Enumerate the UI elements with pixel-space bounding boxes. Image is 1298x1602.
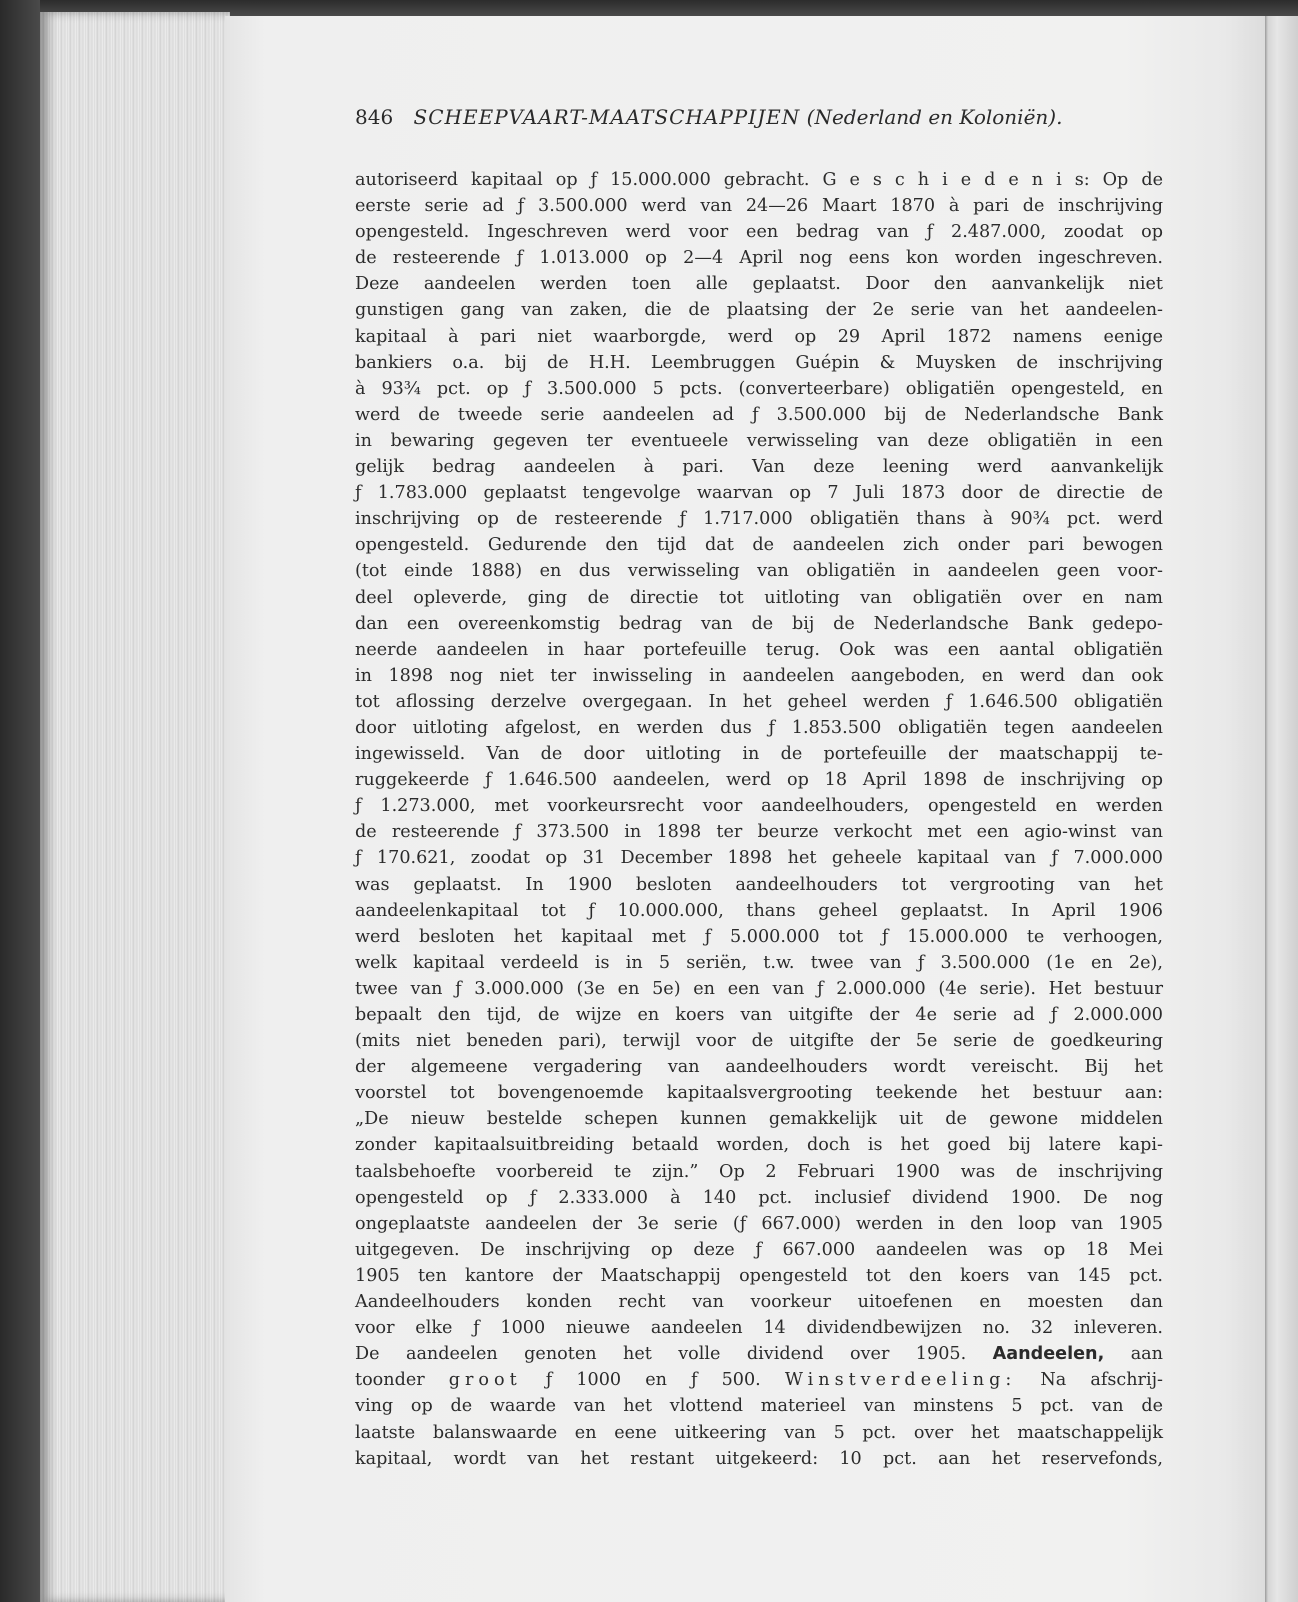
text-line: gunstigen gang van zaken, die de plaatsing der 2e serie van het aandeelen- [355, 300, 1163, 321]
text-line: uitgegeven. De inschrijving op deze ƒ 667.000 aandeelen was op 18 Mei [355, 1239, 1163, 1260]
text-line: 1905 ten kantore der Maatschappij opengesteld tot den koers van 145 pct. [355, 1265, 1163, 1286]
text-line: de resteerende ƒ 373.500 in 1898 ter beurze verkocht met een agio-winst van [355, 822, 1163, 843]
text-run: toonder [355, 1370, 449, 1391]
text-line: à 93¾ pct. op ƒ 3.500.000 5 pcts. (converteerbare) obligatiën opengesteld, en [355, 378, 1163, 399]
text-line [355, 1341, 1163, 1367]
text-line: werd besloten het kapitaal met ƒ 5.000.000 tot ƒ 15.000.000 te verhoogen, [355, 926, 1163, 947]
book-gutter [1265, 16, 1298, 1602]
text-line: taalsbehoefte voorbereid te zijn.” Op 2 Februari 1900 was de inschrijving [355, 1161, 1163, 1182]
page-stack-edges [40, 12, 230, 1602]
text-line: ƒ 1.273.000, met voorkeursrecht voor aandeelhouders, opengesteld en werden [355, 796, 1163, 817]
text-line: opengesteld. Ingeschreven werd voor een bedrag van ƒ 2.487.000, zoodat op [355, 222, 1163, 243]
text-line: twee van ƒ 3.000.000 (3e en 5e) en een van ƒ 2.000.000 (4e serie). Het bestuur [355, 978, 1163, 999]
text-line: gelijk bedrag aandeelen à pari. Van deze leening werd aanvankelijk [355, 457, 1163, 478]
text-line: zonder kapitaalsuitbreiding betaald worden, doch is het goed bij latere kapi- [355, 1135, 1163, 1156]
text-line: Deze aandeelen werden toen alle geplaatst. Door den aanvankelijk niet [355, 274, 1163, 295]
text-line: (tot einde 1888) en dus verwisseling van obligatiën in aandeelen geen voor- [355, 561, 1163, 582]
text-line: inschrijving op de resteerende ƒ 1.717.000 obligatiën thans à 90¾ pct. werd [355, 509, 1163, 530]
text-line: Aandeelhouders konden recht van voorkeur uitoefenen en moesten dan [355, 1292, 1163, 1313]
text-line: kapitaal, wordt van het restant uitgekeerd: 10 pct. aan het reservefonds, [355, 1448, 1163, 1469]
text-line: laatste balanswaarde en eene uitkeering van 5 pct. over het maatschappelijk [355, 1422, 1163, 1443]
spaced-term-groot: groot [448, 1370, 522, 1391]
running-head-subtitle: (Nederland en Koloniën). [806, 105, 1063, 129]
text-line: ongeplaatste aandeelen der 3e serie (ƒ 667.000) werden in den loop van 1905 [355, 1213, 1163, 1234]
text-line: ƒ 170.621, zoodat op 31 December 1898 het geheele kapitaal van ƒ 7.000.000 [355, 848, 1163, 869]
text-line: aandeelenkapitaal tot ƒ 10.000.000, thans geheel geplaatst. In April 1906 [355, 900, 1163, 921]
text-line: dan een overeenkomstig bedrag van de bij de Nederlandsche Bank gedepo- [355, 613, 1163, 634]
text-line [355, 1367, 1163, 1393]
page-number: 846 [355, 105, 394, 129]
text-line: „De nieuw bestelde schepen kunnen gemakkelijk uit de gewone middelen [355, 1109, 1163, 1130]
running-head-title: SCHEEPVAART-MAATSCHAPPIJEN [413, 105, 801, 129]
text-line: werd de tweede serie aandeelen ad ƒ 3.500.000 bij de Nederlandsche Bank [355, 404, 1163, 425]
text-line: autoriseerd kapitaal op ƒ 15.000.000 gebracht. G e s c h i e d e n i s: Op de [355, 170, 1163, 190]
text-line: ruggekeerde ƒ 1.646.500 aandeelen, werd op 18 April 1898 de inschrijving op [355, 770, 1163, 791]
book-cover-edge [0, 0, 40, 1602]
text-line: opengesteld op ƒ 2.333.000 à 140 pct. inclusief dividend 1900. De nog [355, 1187, 1163, 1208]
text-line: was geplaatst. In 1900 besloten aandeelhouders tot vergrooting van het [355, 874, 1163, 895]
text-line: kapitaal à pari niet waarborgde, werd op 29 April 1872 namens eenige [355, 326, 1163, 347]
text-line: der algemeene vergadering van aandeelhouders wordt vereischt. Bij het [355, 1057, 1163, 1078]
text-line: ving op de waarde van het vlottend materieel van minstens 5 pct. van de [355, 1396, 1163, 1417]
running-head [355, 105, 1185, 129]
text-run: De aandeelen genoten het volle dividend over 1905. [355, 1344, 993, 1365]
text-line: neerde aandeelen in haar portefeuille terug. Ook was een aantal obligatiën [355, 639, 1163, 660]
text-line: opengesteld. Gedurende den tijd dat de aandeelen zich onder pari bewogen [355, 535, 1163, 556]
section-heading-aandeelen: Aandeelen, [992, 1344, 1105, 1365]
text-line: bepaalt den tijd, de wijze en koers van uitgifte der 4e serie ad ƒ 2.000.000 [355, 1005, 1163, 1025]
text-line: in bewaring gegeven ter eventueele verwisseling van deze obligatiën in een [355, 430, 1163, 451]
text-line: eerste serie ad ƒ 3.500.000 werd van 24—26 Maart 1870 à pari de inschrijving [355, 196, 1163, 217]
text-line: in 1898 nog niet ter inwisseling in aandeelen aangeboden, en werd dan ook [355, 665, 1163, 686]
text-run: Na afschrij- [1016, 1370, 1163, 1391]
text-run: ƒ 1000 en ƒ 500. [521, 1370, 785, 1391]
text-line: tot aflossing derzelve overgegaan. In het geheel werden ƒ 1.646.500 obligatiën [355, 691, 1163, 712]
text-line: deel opleverde, ging de directie tot uitloting van obligatiën over en nam [355, 587, 1163, 608]
spaced-term-winstverdeeling: Winstverdeeling: [784, 1370, 1017, 1391]
text-line: voorstel tot bovengenoemde kapitaalsvergrooting teekende het bestuur aan: [355, 1083, 1163, 1104]
text-line: voor elke ƒ 1000 nieuwe aandeelen 14 dividendbewijzen no. 32 inleveren. [355, 1318, 1163, 1339]
text-line: ingewisseld. Van de door uitloting in de portefeuille der maatschappij te- [355, 744, 1163, 765]
text-run: aan [1104, 1344, 1164, 1365]
text-line: (mits niet beneden pari), terwijl voor de uitgifte der 5e serie de goedkeuring [355, 1031, 1163, 1052]
body-text [355, 167, 1163, 1472]
text-line: door uitloting afgelost, en werden dus ƒ 1.853.500 obligatiën tegen aandeelen [355, 717, 1163, 738]
text-line: bankiers o.a. bij de H.H. Leembruggen Guépin & Muysken de inschrijving [355, 352, 1163, 373]
text-line: welk kapitaal verdeeld is in 5 seriën, t.w. twee van ƒ 3.500.000 (1e en 2e), [355, 952, 1163, 973]
text-line: ƒ 1.783.000 geplaatst tengevolge waarvan op 7 Juli 1873 door de directie de [355, 483, 1163, 504]
text-line: de resteerende ƒ 1.013.000 op 2—4 April nog eens kon worden ingeschreven. [355, 248, 1163, 269]
